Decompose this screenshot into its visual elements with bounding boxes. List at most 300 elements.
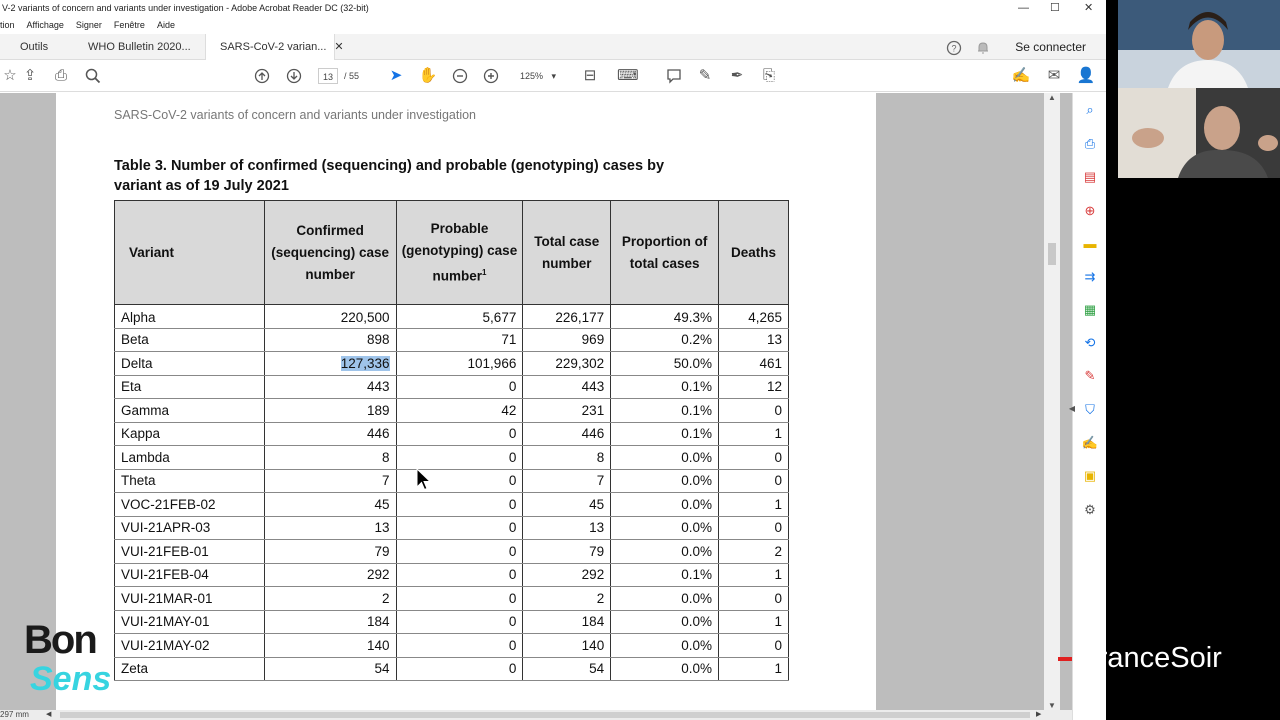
cell-text: 292 [581, 567, 605, 583]
scroll-up-icon[interactable]: ▲ [1048, 93, 1056, 102]
cell-variant [115, 422, 265, 446]
cell-variant [115, 375, 265, 399]
tab-sars-cov-2[interactable] [205, 34, 344, 60]
cell-text: 0 [508, 614, 517, 630]
cell-total [523, 375, 611, 399]
cell-confirmed [264, 540, 396, 564]
cell-proportion [611, 657, 719, 681]
sign-in-link[interactable]: Se connecter [1015, 40, 1086, 54]
cell-variant [115, 540, 265, 564]
variants-table [114, 200, 789, 681]
table-row [115, 469, 789, 493]
logo-bon-text: Bon [24, 618, 96, 662]
menu-item-file[interactable]: tion [0, 20, 15, 30]
stamp-icon[interactable]: ⎘ [762, 67, 775, 84]
cell-text: 0 [774, 449, 782, 465]
star-icon[interactable]: ☆ [3, 67, 17, 84]
cell-text: 0 [508, 449, 517, 465]
cell-text: Kappa [121, 426, 161, 442]
zoom-in-icon[interactable] [481, 60, 501, 92]
cell-confirmed [264, 328, 396, 352]
print-icon[interactable]: ⎙ [54, 67, 67, 84]
cell-text: 0.1% [681, 379, 713, 395]
header-deaths: Deaths [719, 201, 789, 305]
maximize-button[interactable]: ☐ [1050, 2, 1060, 14]
table-caption [114, 156, 794, 196]
cell-probable [396, 352, 523, 376]
table-row [115, 587, 789, 611]
cell-text: 0.0% [681, 496, 713, 512]
email-icon[interactable]: ✉ [1047, 67, 1061, 84]
cell-text: 8 [596, 449, 605, 465]
francesoir-text: FranceSoir [1080, 642, 1222, 674]
cell-deaths [719, 493, 789, 517]
page-number-input[interactable]: 13 [318, 68, 338, 84]
cell-text: 140 [581, 637, 605, 653]
scroll-thumb[interactable] [1048, 243, 1056, 265]
scroll-down-icon[interactable]: ▼ [1048, 701, 1056, 710]
cell-text: Theta [121, 473, 156, 489]
bon-sens-logo [24, 620, 96, 660]
cell-text: 0 [508, 590, 517, 606]
table-row [115, 399, 789, 423]
help-icon[interactable] [946, 34, 962, 60]
cell-text: 229,302 [555, 355, 605, 371]
create-pdf-icon[interactable]: ⊕ [1084, 203, 1096, 218]
cell-text: 71 [501, 332, 517, 348]
cell-text: 1 [774, 661, 782, 677]
cell-proportion [611, 422, 719, 446]
cell-text: 7 [382, 473, 390, 489]
cell-text: 101,966 [467, 355, 517, 371]
cell-deaths [719, 563, 789, 587]
cell-text: 0 [508, 661, 517, 677]
sign-icon[interactable]: ✒ [730, 67, 744, 84]
cell-probable [396, 446, 523, 470]
cell-variant [115, 352, 265, 376]
upload-icon[interactable]: ⇪ [23, 67, 37, 84]
cell-text: 12 [766, 379, 782, 395]
horizontal-scrollbar[interactable] [60, 712, 1030, 718]
cell-proportion [611, 516, 719, 540]
menu-item-help[interactable]: Aide [156, 20, 175, 30]
cell-probable [396, 328, 523, 352]
cell-total [523, 516, 611, 540]
zoom-search-icon[interactable]: ⌕ [1086, 102, 1094, 117]
cell-confirmed [264, 446, 396, 470]
fit-page-icon[interactable]: ⊟ [583, 67, 597, 84]
cell-text: 0.1% [681, 426, 713, 442]
cell-text: 0 [774, 473, 782, 489]
header-total: Total case number [523, 201, 611, 305]
export-pdf-icon[interactable]: ⎙ [1084, 136, 1096, 151]
hscroll-right-icon[interactable]: ▶ [1036, 711, 1042, 718]
tab-tools[interactable]: Outils [20, 41, 49, 53]
cell-text: 0 [508, 379, 517, 395]
cell-confirmed [264, 305, 396, 329]
cell-probable [396, 516, 523, 540]
cell-text: 292 [367, 567, 390, 583]
organize-pages-icon[interactable]: ▤ [1083, 169, 1097, 184]
cell-confirmed [264, 469, 396, 493]
comment-icon[interactable] [664, 60, 684, 92]
cell-proportion [611, 610, 719, 634]
cell-deaths [719, 469, 789, 493]
cell-deaths [719, 587, 789, 611]
cell-text: 0.0% [681, 614, 713, 630]
logo-sens-text: Sens [30, 660, 112, 698]
comment-tool-icon[interactable]: ▬ [1083, 236, 1097, 251]
cell-total [523, 587, 611, 611]
cell-deaths [719, 375, 789, 399]
francesoir-bar [1058, 657, 1072, 661]
cell-probable [396, 634, 523, 658]
cell-total [523, 657, 611, 681]
table-row [115, 657, 789, 681]
hscroll-left-icon[interactable]: ◀ [46, 711, 52, 718]
cell-text: 2 [774, 543, 782, 559]
select-tool-icon[interactable]: ➤ [389, 67, 403, 84]
window-title: V-2 variants of concern and variants under investigation - Adobe Acrobat Reader DC (32-bit) [2, 3, 369, 13]
tab-label: SARS-CoV-2 varian... [220, 41, 327, 53]
cell-text: Beta [121, 332, 149, 348]
cell-proportion [611, 305, 719, 329]
cell-variant [115, 446, 265, 470]
menu-item-window[interactable]: Fenêtre [113, 20, 145, 30]
cell-text: VUI-21MAR-01 [121, 590, 213, 606]
cell-text: 0 [508, 567, 517, 583]
cell-probable [396, 540, 523, 564]
cell-text: 79 [374, 543, 390, 559]
cell-text: VUI-21FEB-04 [121, 567, 209, 583]
cell-total [523, 610, 611, 634]
table-row [115, 422, 789, 446]
cell-text: 0 [508, 520, 517, 536]
cell-variant [115, 516, 265, 540]
cell-variant [115, 328, 265, 352]
cell-text: VUI-21MAY-01 [121, 614, 210, 630]
cell-proportion [611, 399, 719, 423]
cell-text: 0.0% [681, 449, 713, 465]
cell-confirmed [264, 493, 396, 517]
cell-text: 184 [367, 614, 390, 630]
zoom-value: 125% [520, 71, 544, 81]
cell-total [523, 446, 611, 470]
edit-pdf-icon[interactable]: ▦ [1083, 302, 1097, 317]
cell-variant [115, 399, 265, 423]
scan-ocr-icon[interactable]: ⟲ [1084, 335, 1096, 350]
cell-deaths [719, 446, 789, 470]
cell-deaths [719, 634, 789, 658]
header-probable-text: Probable (genotyping) case number [401, 220, 518, 284]
cell-probable [396, 399, 523, 423]
cell-proportion [611, 587, 719, 611]
bon-sens-logo-sub [30, 662, 111, 696]
cell-text: 0 [774, 520, 782, 536]
cell-probable [396, 587, 523, 611]
more-tools-icon[interactable]: ⚙ [1084, 502, 1096, 517]
table-row [115, 493, 789, 517]
main-toolbar [0, 60, 1106, 92]
cell-text: 969 [581, 332, 605, 348]
vertical-scrollbar[interactable] [1044, 93, 1060, 710]
cell-probable [396, 657, 523, 681]
cell-text: Alpha [121, 310, 156, 326]
cell-variant [115, 610, 265, 634]
cell-confirmed [264, 352, 396, 376]
cell-text: VUI-21FEB-01 [121, 543, 209, 559]
cell-confirmed [264, 422, 396, 446]
table-row [115, 563, 789, 587]
cell-variant [115, 634, 265, 658]
tab-who-bulletin[interactable]: WHO Bulletin 2020... [88, 41, 191, 53]
combine-files-icon[interactable]: ⇉ [1084, 269, 1096, 284]
protect-icon[interactable]: ⛉ [1085, 402, 1095, 417]
cell-text: 13 [374, 520, 390, 536]
cell-text: 2 [382, 590, 390, 606]
cell-text: VOC-21FEB-02 [121, 496, 216, 512]
cell-text: 189 [367, 402, 390, 418]
menu-item-view[interactable]: Affichage [26, 20, 64, 30]
cell-text: 54 [589, 661, 605, 677]
next-page-icon[interactable] [284, 60, 304, 92]
cell-proportion [611, 634, 719, 658]
table-header-row [115, 201, 789, 305]
cell-text: 0 [508, 637, 517, 653]
header-confirmed: Confirmed (sequencing) case number [264, 201, 396, 305]
cell-text: 127,336 [340, 355, 390, 371]
cell-text: 0.0% [681, 473, 713, 489]
table-row [115, 634, 789, 658]
tab-bar [0, 34, 1106, 60]
cell-confirmed [264, 375, 396, 399]
cell-text: 13 [766, 332, 782, 348]
cell-text: 0 [508, 473, 517, 489]
cell-text: 898 [367, 332, 390, 348]
mouse-cursor [416, 468, 432, 497]
prev-page-icon[interactable] [252, 60, 272, 92]
francesoir-logo [1058, 640, 1222, 676]
cell-text: Delta [121, 355, 153, 371]
cell-text: 0 [508, 496, 517, 512]
cell-text: 13 [589, 520, 605, 536]
close-tab-icon[interactable]: ✕ [334, 41, 344, 53]
table-row [115, 610, 789, 634]
cell-text: Lambda [121, 449, 170, 465]
cell-text: 443 [581, 379, 605, 395]
cell-text: 446 [581, 426, 605, 442]
cell-text: 1 [774, 614, 782, 630]
keyboard-icon[interactable]: ⌨ [617, 67, 639, 84]
cell-text: 45 [374, 496, 390, 512]
menu-bar [0, 16, 1106, 34]
cell-total [523, 352, 611, 376]
cell-deaths [719, 422, 789, 446]
minimize-button[interactable]: — [1018, 2, 1029, 14]
cell-text: VUI-21APR-03 [121, 520, 211, 536]
search-icon[interactable] [83, 60, 103, 92]
cell-text: Gamma [121, 402, 170, 418]
cell-text: 446 [367, 426, 390, 442]
cell-text: 54 [374, 661, 390, 677]
cell-text: Eta [121, 379, 142, 395]
collapse-pane-icon[interactable]: ◀ [1068, 404, 1076, 413]
cell-text: 0 [774, 590, 782, 606]
send-review-icon[interactable]: ▣ [1083, 468, 1097, 483]
cell-text: 42 [501, 402, 517, 418]
footnote-marker: 1 [481, 267, 487, 277]
close-button[interactable]: ✕ [1084, 2, 1094, 14]
cell-probable [396, 563, 523, 587]
cell-proportion [611, 540, 719, 564]
cell-total [523, 328, 611, 352]
cell-deaths [719, 399, 789, 423]
page-size-label: 297 mm [0, 710, 29, 719]
cell-text: 1 [774, 496, 782, 512]
cell-total [523, 634, 611, 658]
cell-proportion [611, 375, 719, 399]
cell-text: 461 [759, 355, 782, 371]
cell-text: 0 [774, 637, 782, 653]
cell-text: 4,265 [748, 310, 782, 326]
cell-text: 0 [774, 402, 782, 418]
cell-text: 231 [581, 402, 605, 418]
pen-icon[interactable]: ✎ [698, 67, 712, 84]
table-body [115, 305, 789, 681]
cell-total [523, 469, 611, 493]
status-bar [0, 710, 1072, 720]
cell-text: 50.0% [673, 355, 713, 371]
cell-text: 0.0% [681, 520, 713, 536]
cell-probable [396, 305, 523, 329]
cell-variant [115, 493, 265, 517]
cell-variant [115, 469, 265, 493]
page-total: / 55 [344, 71, 360, 81]
menu-item-sign[interactable]: Signer [75, 20, 102, 30]
cell-text: 0.0% [681, 543, 713, 559]
cell-confirmed [264, 610, 396, 634]
cell-text: 8 [382, 449, 390, 465]
cell-variant [115, 563, 265, 587]
cell-text: 0.0% [681, 661, 713, 677]
fill-sign-icon[interactable]: ✍ [1011, 67, 1031, 84]
title-bar [0, 0, 1106, 16]
bell-icon[interactable] [976, 34, 990, 60]
webcam-feed-2 [1118, 88, 1280, 178]
table-row [115, 516, 789, 540]
cell-text: 0.0% [681, 637, 713, 653]
cell-text: 1 [774, 426, 782, 442]
hand-tool-icon[interactable]: ✋ [418, 67, 438, 84]
header-variant: Variant [115, 201, 265, 305]
table-caption-line2: variant as of 19 July 2021 [114, 178, 289, 194]
pdf-page [56, 93, 876, 710]
tools-pane [1068, 93, 1106, 720]
cell-confirmed [264, 516, 396, 540]
table-row [115, 305, 789, 329]
cell-proportion [611, 563, 719, 587]
cell-total [523, 493, 611, 517]
cell-deaths [719, 305, 789, 329]
share-user-icon[interactable]: 👤 [1076, 67, 1096, 84]
cell-probable [396, 610, 523, 634]
cell-deaths [719, 328, 789, 352]
cell-deaths [719, 610, 789, 634]
cell-deaths [719, 516, 789, 540]
cell-text: 1 [774, 567, 782, 583]
cell-total [523, 540, 611, 564]
cell-text: 0.0% [681, 590, 713, 606]
fill-sign-tool-icon[interactable]: ✍ [1081, 435, 1099, 450]
webcam-feed-1 [1118, 0, 1280, 88]
zoom-dropdown[interactable] [520, 68, 556, 84]
cell-text: 7 [596, 473, 605, 489]
cell-total [523, 563, 611, 587]
cell-deaths [719, 540, 789, 564]
zoom-out-icon[interactable] [450, 60, 470, 92]
cell-proportion [611, 446, 719, 470]
redact-icon[interactable]: ✎ [1084, 368, 1096, 383]
cell-text: 45 [589, 496, 605, 512]
running-header: SARS-CoV-2 variants of concern and variants under investigation [114, 108, 476, 122]
cell-total [523, 305, 611, 329]
cell-total [523, 399, 611, 423]
cell-text: 2 [596, 590, 605, 606]
cell-text: 220,500 [340, 310, 390, 326]
cell-text: 5,677 [482, 310, 517, 326]
cell-probable [396, 375, 523, 399]
cell-deaths [719, 657, 789, 681]
svg-text:?: ? [951, 43, 957, 54]
cell-proportion [611, 352, 719, 376]
table-row [115, 540, 789, 564]
cell-text: 49.3% [673, 310, 713, 326]
cell-confirmed [264, 657, 396, 681]
cell-proportion [611, 469, 719, 493]
document-viewer[interactable] [0, 93, 1072, 710]
cell-text: Zeta [121, 661, 149, 677]
cell-proportion [611, 493, 719, 517]
table-caption-line1: Table 3. Number of confirmed (sequencing) and probable (genotyping) cases by [114, 158, 665, 174]
cell-confirmed [264, 399, 396, 423]
cell-text: 0.1% [681, 567, 713, 583]
table-row [115, 352, 789, 376]
cell-confirmed [264, 634, 396, 658]
cell-proportion [611, 328, 719, 352]
cell-variant [115, 587, 265, 611]
cell-text: 140 [367, 637, 390, 653]
cell-probable [396, 422, 523, 446]
cell-text: 184 [581, 614, 605, 630]
header-probable [396, 201, 523, 305]
cell-text: 0.2% [681, 332, 713, 348]
cell-text: 79 [589, 543, 605, 559]
cell-text: 0.1% [681, 402, 713, 418]
cell-deaths [719, 352, 789, 376]
cell-total [523, 422, 611, 446]
cell-text: 0 [508, 426, 517, 442]
cell-text: 226,177 [555, 310, 605, 326]
cell-text: 443 [367, 379, 390, 395]
table-row [115, 446, 789, 470]
chevron-down-icon: ▾ [551, 71, 557, 81]
table-row [115, 328, 789, 352]
cell-variant [115, 305, 265, 329]
cell-variant [115, 657, 265, 681]
cell-confirmed [264, 587, 396, 611]
table-row [115, 375, 789, 399]
header-proportion: Proportion of total cases [611, 201, 719, 305]
